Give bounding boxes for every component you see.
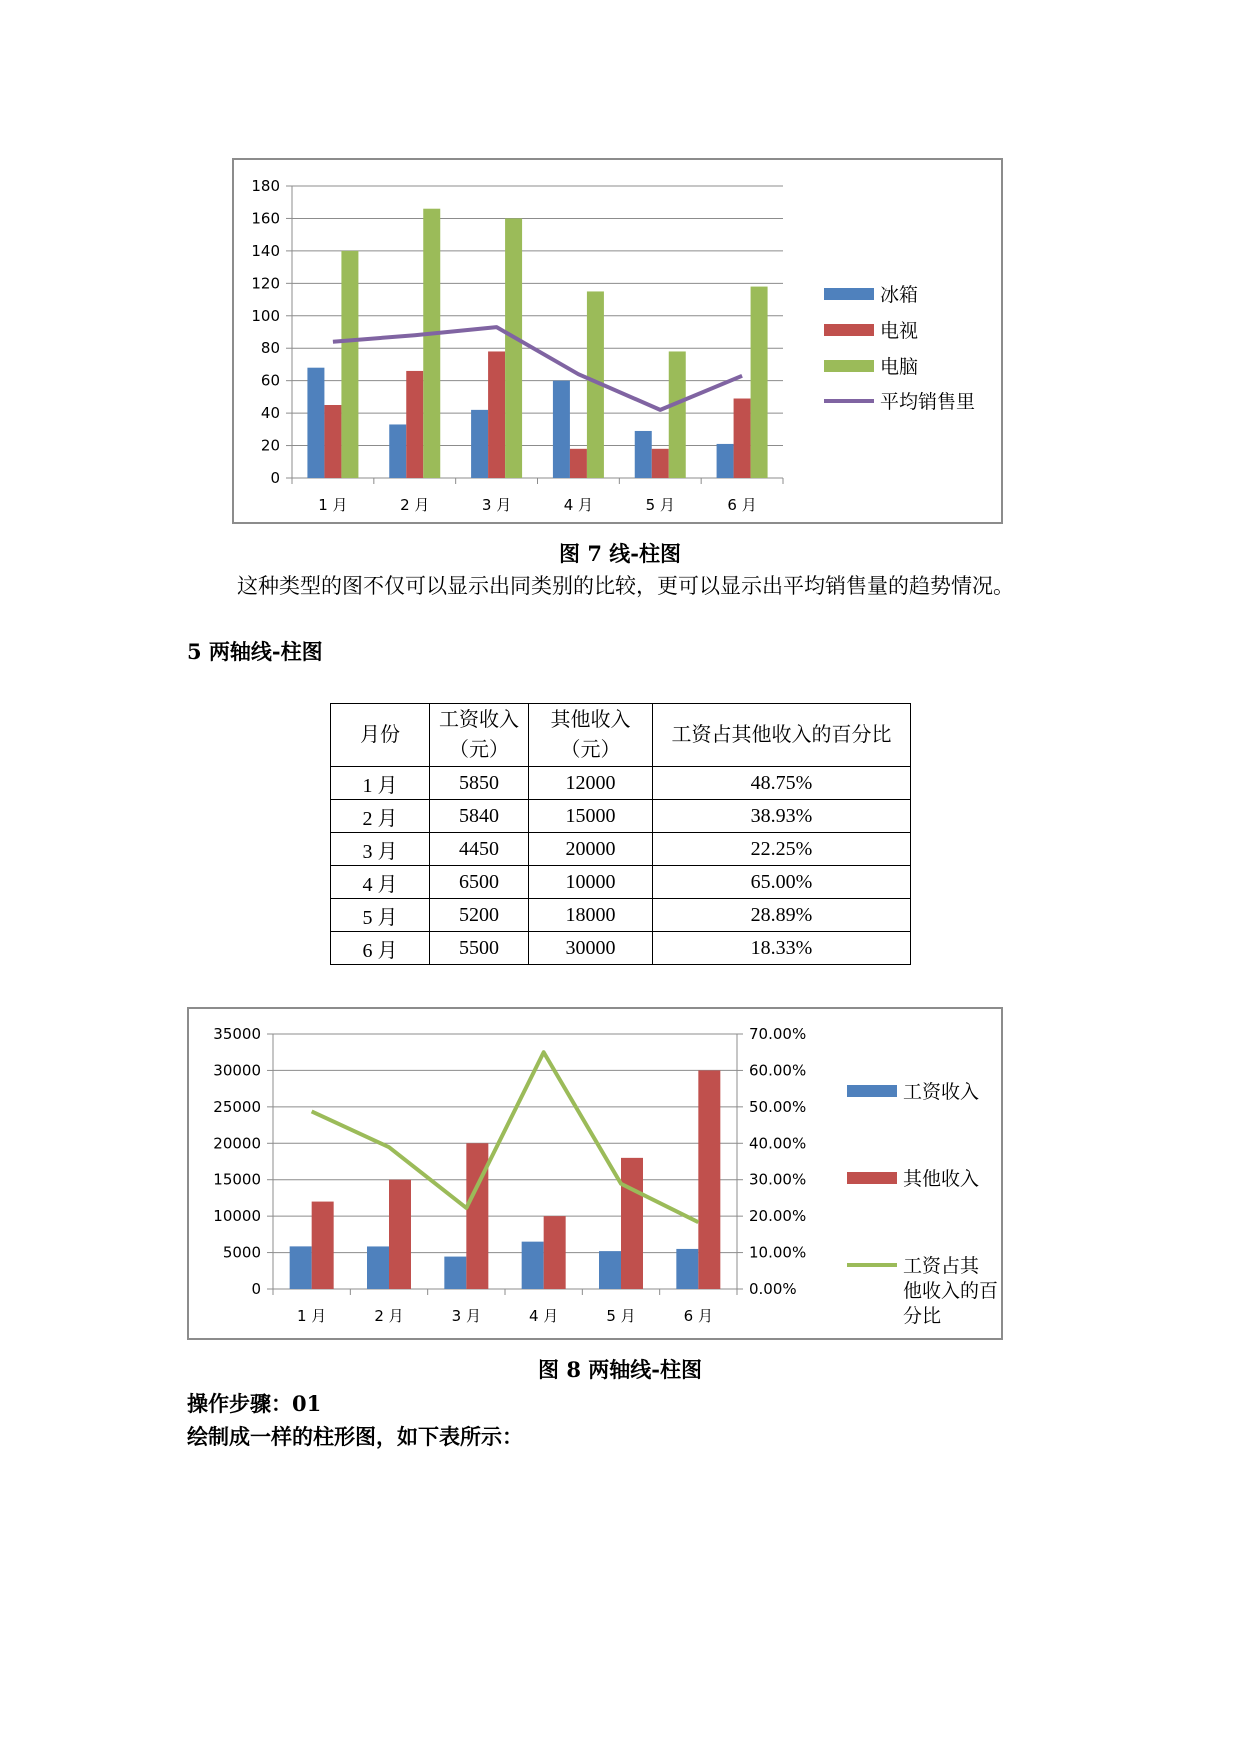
y-tick-label: 5000	[222, 1243, 261, 1262]
y-tick-label: 100	[251, 306, 280, 325]
bar-冰箱	[471, 410, 488, 478]
y-tick-label: 35000	[213, 1025, 261, 1043]
y-tick-label: 80	[260, 339, 280, 358]
table-row	[331, 767, 911, 800]
x-tick-label: 4 月	[563, 496, 594, 514]
table-cell: 5500	[430, 932, 529, 965]
table-cell: 18000	[529, 899, 653, 932]
table-cell: 10000	[529, 866, 653, 899]
y-tick-label: 120	[251, 274, 280, 293]
x-tick-label: 1 月	[297, 1307, 327, 1325]
bar-其他收入	[466, 1143, 488, 1289]
y-tick-label: 0	[270, 469, 280, 487]
bar-工资收入	[290, 1246, 312, 1289]
table-row	[331, 932, 911, 965]
table-cell: 20000	[529, 833, 653, 866]
y-tick-label: 180	[251, 177, 280, 195]
chart-1	[232, 158, 1003, 524]
bar-电视	[488, 351, 505, 478]
bar-工资收入	[599, 1251, 621, 1289]
table-header-row	[331, 704, 911, 767]
table-row	[331, 833, 911, 866]
legend-swatch	[847, 1085, 897, 1097]
section-heading: 5 两轴线-柱图	[187, 639, 323, 664]
table-cell: 5850	[430, 767, 529, 800]
x-tick-label: 3 月	[451, 1307, 481, 1325]
table-cell: 12000	[529, 767, 653, 800]
legend-swatch	[824, 324, 874, 336]
y-tick-label: 60	[260, 371, 280, 390]
income-table	[330, 703, 911, 965]
bar-电脑	[341, 251, 358, 478]
y2-tick-label: 70.00%	[749, 1025, 807, 1043]
legend-swatch	[824, 288, 874, 300]
bar-电视	[652, 449, 669, 478]
table-cell: 22.25%	[653, 833, 911, 866]
table-cell: 18.33%	[653, 932, 911, 965]
y-tick-label: 0	[251, 1280, 261, 1298]
table-cell: 6500	[430, 866, 529, 899]
step-text: 绘制成一样的柱形图，如下表所示：	[187, 1424, 523, 1449]
table-cell: 30000	[529, 932, 653, 965]
legend-label: 电脑	[880, 356, 919, 378]
y-tick-label: 140	[251, 241, 280, 260]
table-cell: 28.89%	[653, 899, 911, 932]
legend-label: 冰箱	[880, 284, 919, 306]
x-tick-label: 6 月	[683, 1307, 713, 1325]
y-tick-label: 20	[260, 436, 280, 455]
table-header-cell: 工资占其他收入的百分比	[653, 704, 911, 767]
chart-1-caption: 图 7 线-柱图	[559, 541, 681, 566]
bar-工资收入	[522, 1242, 544, 1289]
legend-label: 分比	[903, 1305, 942, 1327]
y-tick-label: 160	[251, 209, 280, 228]
table-row	[331, 800, 911, 833]
legend-label: 工资收入	[903, 1081, 980, 1103]
bar-其他收入	[312, 1202, 334, 1289]
bar-电脑	[751, 287, 768, 478]
bar-冰箱	[635, 431, 652, 478]
bar-电视	[406, 371, 423, 478]
bar-其他收入	[621, 1158, 643, 1289]
y2-tick-label: 50.00%	[749, 1097, 807, 1116]
x-tick-label: 4 月	[529, 1307, 559, 1325]
table-cell: 1 月	[331, 767, 430, 800]
table-row	[331, 899, 911, 932]
y2-tick-label: 30.00%	[749, 1170, 807, 1189]
x-tick-label: 3 月	[481, 496, 512, 514]
x-tick-label: 2 月	[374, 1307, 404, 1325]
y-tick-label: 15000	[213, 1170, 261, 1189]
table-cell: 5840	[430, 800, 529, 833]
x-tick-label: 6 月	[727, 496, 757, 514]
table-header-cell: 其他收入（元）	[529, 704, 653, 767]
table-cell: 4 月	[331, 866, 430, 899]
body-paragraph: 这种类型的图不仅可以显示出同类别的比较，更可以显示出平均销售量的趋势情况。	[237, 574, 1014, 598]
table-cell: 5 月	[331, 899, 430, 932]
x-tick-label: 1 月	[318, 496, 348, 514]
y2-tick-label: 60.00%	[749, 1061, 807, 1080]
bar-冰箱	[717, 444, 734, 478]
y2-tick-label: 10.00%	[749, 1243, 807, 1262]
table-cell: 48.75%	[653, 767, 911, 800]
y-tick-label: 25000	[213, 1097, 261, 1116]
legend-swatch	[824, 360, 874, 372]
legend-label: 其他收入	[903, 1168, 980, 1190]
bar-工资收入	[676, 1249, 698, 1289]
chart-2	[187, 1007, 1003, 1340]
y2-tick-label: 40.00%	[749, 1134, 807, 1153]
legend-label: 平均销售里	[880, 391, 976, 413]
y-tick-label: 20000	[213, 1134, 261, 1153]
x-tick-label: 2 月	[400, 496, 430, 514]
legend-label: 他收入的百	[903, 1280, 999, 1302]
bar-工资收入	[367, 1246, 389, 1289]
table-cell: 3 月	[331, 833, 430, 866]
x-tick-label: 5 月	[645, 496, 675, 514]
bar-电视	[570, 449, 587, 478]
bar-其他收入	[544, 1216, 566, 1289]
chart-2-svg	[189, 1009, 1001, 1338]
bar-冰箱	[389, 424, 406, 478]
legend-swatch	[847, 1172, 897, 1184]
bar-冰箱	[553, 381, 570, 478]
y-tick-label: 30000	[213, 1061, 261, 1080]
table-cell: 4450	[430, 833, 529, 866]
bar-其他收入	[389, 1180, 411, 1289]
step-heading: 操作步骤：01	[187, 1391, 322, 1416]
legend-label: 电视	[880, 320, 919, 342]
y-tick-label: 10000	[213, 1207, 261, 1226]
bar-电脑	[505, 218, 522, 478]
bar-电视	[734, 399, 751, 478]
x-tick-label: 5 月	[606, 1307, 636, 1325]
table-cell: 5200	[430, 899, 529, 932]
bar-电视	[324, 405, 341, 478]
bar-其他收入	[698, 1070, 720, 1289]
table-row	[331, 866, 911, 899]
table-header-cell: 月份	[331, 704, 430, 767]
legend-label: 工资占其	[903, 1255, 980, 1277]
bar-冰箱	[307, 368, 324, 478]
bar-电脑	[423, 209, 440, 478]
table-cell: 38.93%	[653, 800, 911, 833]
table-cell: 65.00%	[653, 866, 911, 899]
y2-tick-label: 20.00%	[749, 1207, 807, 1226]
table-header-cell: 工资收入（元）	[430, 704, 529, 767]
table-cell: 15000	[529, 800, 653, 833]
chart-1-svg	[234, 160, 1001, 522]
table-cell: 6 月	[331, 932, 430, 965]
chart-2-caption: 图 8 两轴线-柱图	[538, 1357, 702, 1382]
table-cell: 2 月	[331, 800, 430, 833]
y-tick-label: 40	[260, 404, 280, 423]
bar-电脑	[669, 351, 686, 478]
y2-tick-label: 0.00%	[749, 1280, 797, 1298]
bar-工资收入	[444, 1257, 466, 1289]
